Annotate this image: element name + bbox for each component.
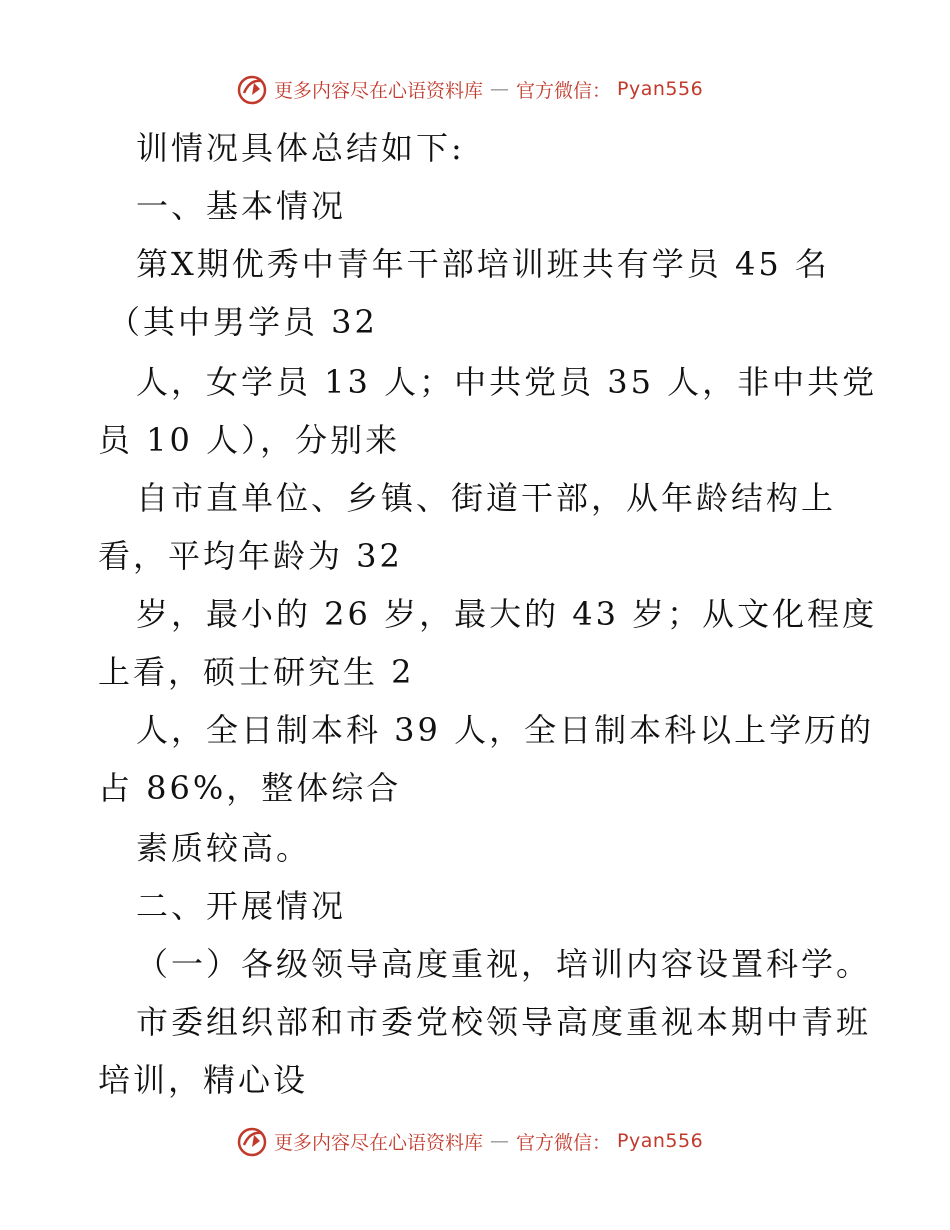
wechat-label: 官方微信： [516,1131,612,1154]
logo-icon [236,73,268,105]
text-line: 看，平均年龄为 32 [98,537,403,575]
logo-icon [236,1125,268,1157]
text-line: 人，女学员 13 人；中共党员 35 人，非中共党 [136,363,878,401]
banner-separator: — [490,1130,510,1152]
footer-banner [236,1124,703,1158]
text-line: 第X期优秀中青年干部培训班共有学员 45 名 [136,245,830,283]
section-heading: 一、基本情况 [136,187,347,225]
text-line: 自市直单位、乡镇、街道干部，从年龄结构上 [136,479,837,517]
text-line: （其中男学员 32 [108,303,378,341]
section-heading: 二、开展情况 [136,887,347,925]
text-line: 训情况具体总结如下: [136,129,465,167]
text-line: 培训，精心设 [98,1061,309,1099]
wechat-label: 官方微信： [516,79,612,102]
text-line: 岁，最小的 26 岁，最大的 43 岁；从文化程度 [136,595,878,633]
text-line: 员 10 人），分别来 [98,421,401,459]
text-line: 市委组织部和市委党校领导高度重视本期中青班 [136,1003,872,1041]
text-line: 素质较高。 [136,829,312,867]
header-banner [236,72,703,106]
subsection-heading: （一）各级领导高度重视，培训内容设置科学。 [136,945,872,983]
text-line: 人，全日制本科 39 人，全日制本科以上学历的 [136,711,875,749]
banner-text: 更多内容尽在心语资料库 [274,1131,484,1154]
banner-separator: — [490,78,510,100]
text-line: 上看，硕士研究生 2 [98,653,415,691]
wechat-id: Pyan556 [617,78,704,100]
wechat-id: Pyan556 [617,1130,704,1152]
banner-text: 更多内容尽在心语资料库 [274,79,484,102]
text-line: 占 86%，整体综合 [98,769,402,807]
